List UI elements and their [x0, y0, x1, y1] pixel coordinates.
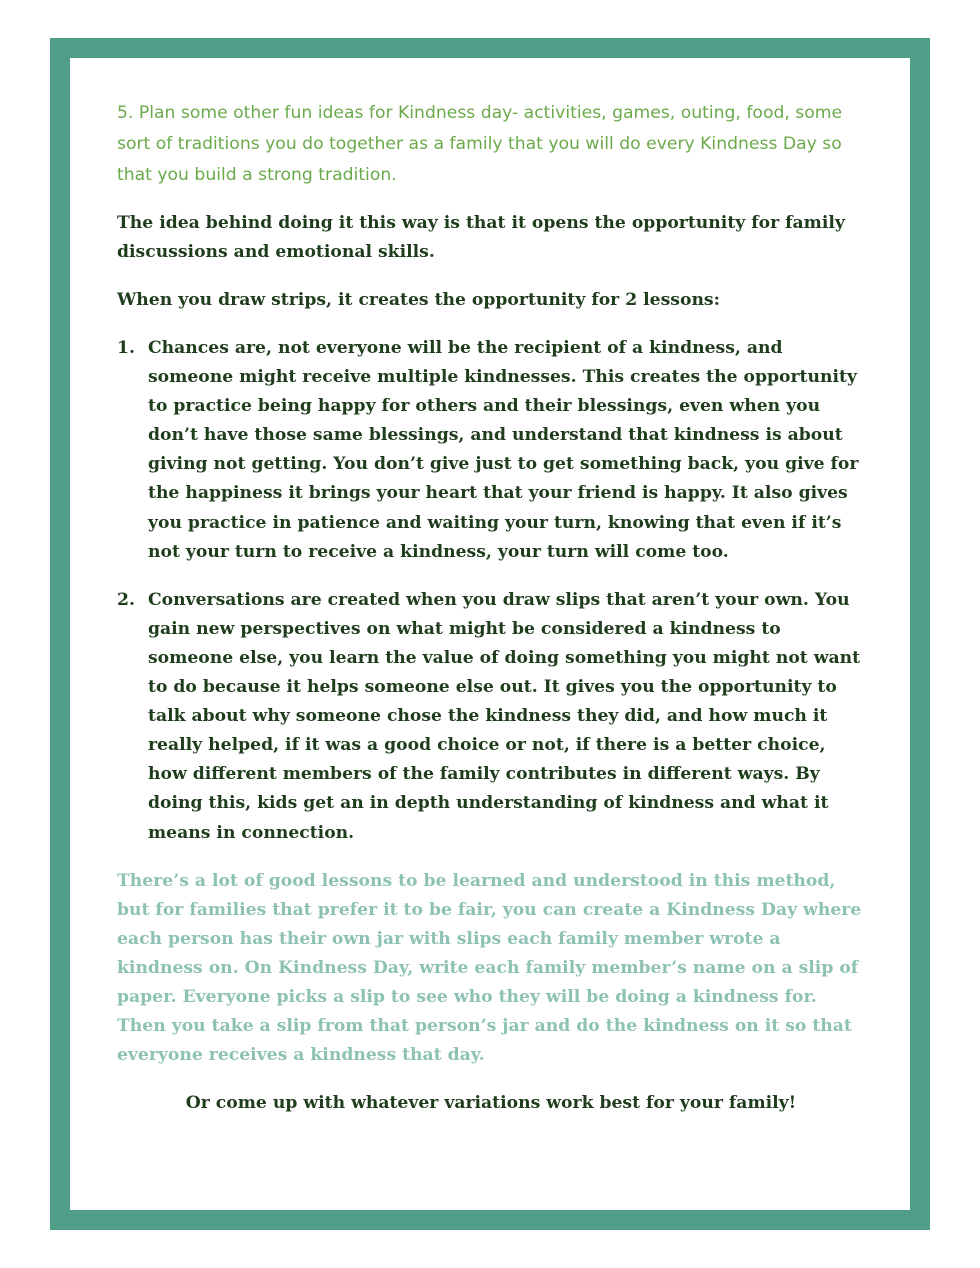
strips-intro-paragraph: When you draw strips, it creates the opportunity for 2 lessons:	[117, 290, 720, 310]
list-item-text: Conversations are created when you draw slips that aren’t your own. You gain new perspectives on what might be considered a kindness to someone else, you learn the value of doing something you might not want to do because it helps someone else out. It gives you the opportunity to talk about why someone chose the kindness they did, and how much it really helped, if it was a good choice or not, if there is a better choice, how different members of the family contributes in different ways. By doing this, kids get an in depth understanding of kindness and what it means in connection.	[148, 589, 861, 843]
closing-line: Or come up with whatever variations work best for your family!	[185, 1093, 797, 1114]
idea-paragraph: The idea behind doing it this way is that it opens the opportunity for family discussions and emotional skills.	[117, 213, 845, 262]
fair-method-paragraph: There’s a lot of good lessons to be learned and understood in this method, but for families that prefer it to be fair, you can create a Kindness Day where each person has their own jar with slips each family member wrote a kindness on. On Kindness Day, write each family member’s name on a slip of paper. Everyone picks a slip to see who they will be doing a kindness for. Then you take a slip from that person’s jar and do the kindness on it so that everyone receives a kindness that day.	[117, 870, 862, 1066]
list-item	[117, 334, 865, 567]
intro-paragraph: 5. Plan some other fun ideas for Kindness day- activities, games, outing, food, some sort of traditions you do together as a family that you will do every Kindness Day so that you build a strong tradition.	[117, 103, 843, 185]
list-item	[117, 586, 865, 848]
list-item-number: 1.	[117, 338, 135, 358]
lessons-list	[117, 334, 865, 848]
list-item-text: Chances are, not everyone will be the recipient of a kindness, and someone might receive multiple kindnesses. This creates the opportunity to practice being happy for others and their blessings, even when you don’t have those same blessings, and understand that kindness is about giving not getting. You don’t give just to get something back, you give for the happiness it brings your heart that your friend is happy. It also gives you practice in patience and waiting your turn, knowing that even if it’s not your turn to receive a kindness, your turn will come too.	[148, 338, 859, 562]
list-item-number: 2.	[117, 589, 135, 610]
document-content	[117, 98, 865, 1118]
